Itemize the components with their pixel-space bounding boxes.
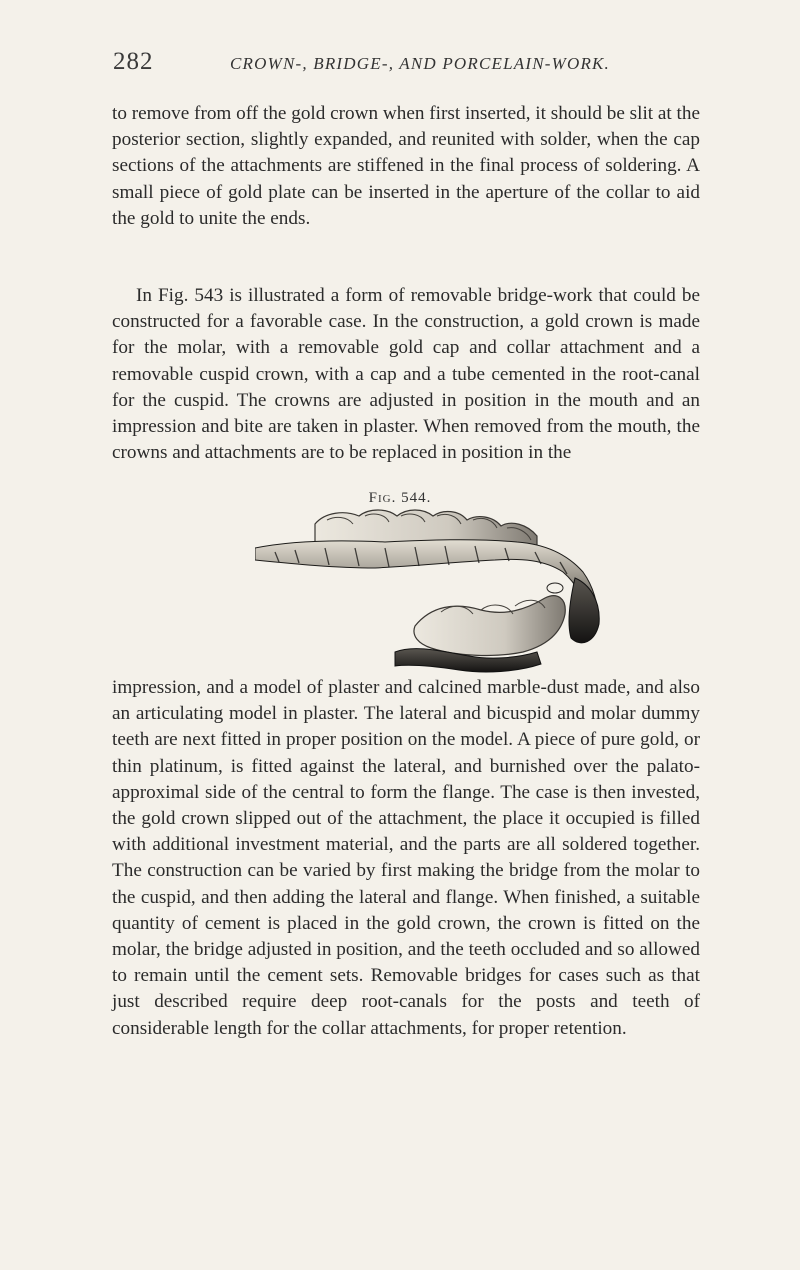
paragraph-fig-543: In Fig. 543 is illustrated a form of removable bridge-work that could be constructed for a favorable case. In the construction, a gold crown is made for the molar, with a removable gold cap and collar attachment and a removable cuspid crown, with a cap and a tube cemented in the root-canal for the cuspid. The crowns are adjusted in position in the mouth and an impression and bite are taken in plaster. When removed from the mouth, the crowns and attachments are to be replaced in position in the <box>112 285 700 464</box>
running-head-title: CROWN-, BRIDGE-, AND PORCELAIN-WORK. <box>230 54 611 73</box>
dental-bridge-illustration <box>255 506 615 674</box>
figure-caption: Fig. 544. <box>368 490 432 506</box>
paragraph-continuation: to remove from off the gold crown when first inserted, it should be slit at the posterior section, slightly expanded, and reunited with solder, when the cap sections of the attachments are stiffened in the final process of soldering. A small piece of gold plate can be inserted in the aperture of the collar to aid the gold to unite the ends. <box>112 103 700 229</box>
paragraph-continued: impression, and a model of plaster and calcined marble-dust made, and also an articulating model in plaster. The lateral and bicuspid and molar dummy teeth are next fitted in proper position on the model. A piece of pure gold, or thin platinum, is fitted against the lateral, and burnished over the palato-approximal side of the central to form the flange. The case is then invested, the gold crown slipped out of the attachment, the place it occupied is filled with additional investment material, and the parts are all soldered together. The construction can be varied by first making the bridge from the molar to the cuspid, and then adding the lateral and flange. When finished, a suitable quantity of cement is placed in the gold crown, the crown is fitted on the molar, the bridge adjusted in position, and the teeth occluded and so allowed to remain until the cement sets. Removable bridges for cases such as that just described require deep root-canals for the posts and teeth of considerable length for the collar attachments, for proper retention. <box>112 677 700 1039</box>
page-number: 282 <box>113 48 154 75</box>
running-head <box>113 48 673 78</box>
